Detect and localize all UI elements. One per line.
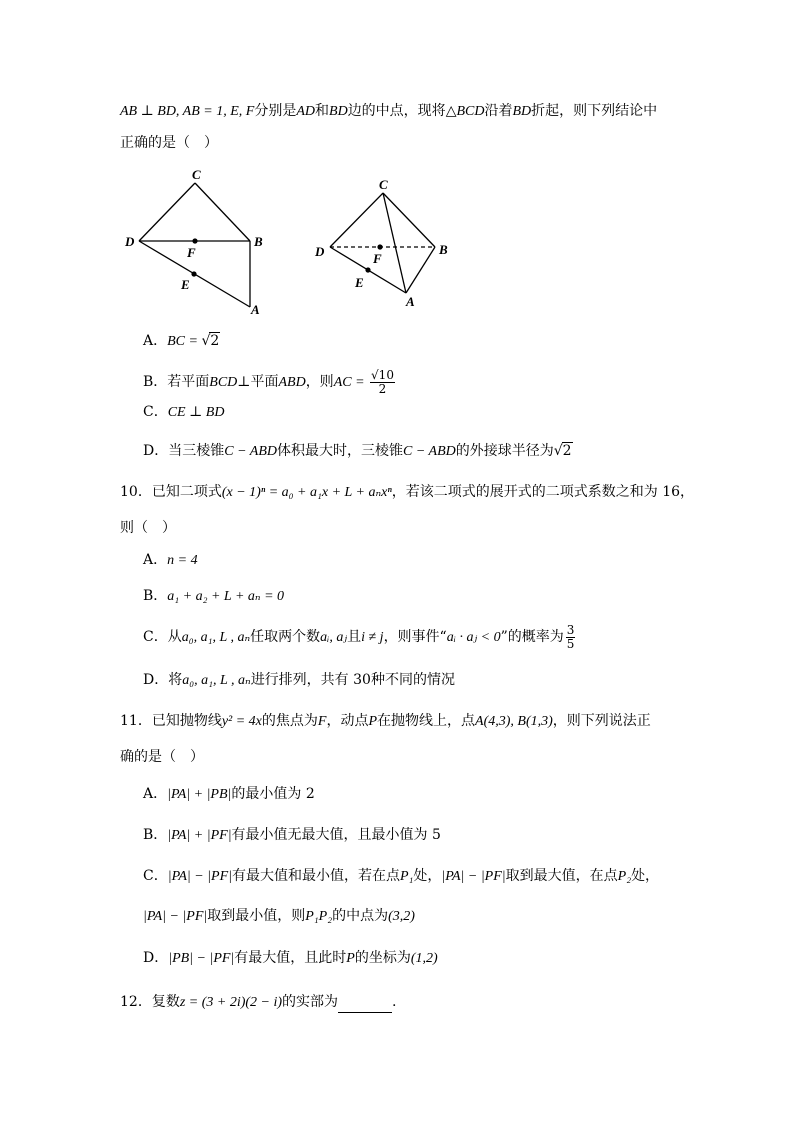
q9-stem-line2: 正确的是（ ）	[120, 135, 218, 151]
q9-figure	[115, 165, 465, 325]
label-a-flat: A	[251, 302, 260, 317]
q11-stem-line1: 11．已知抛物线y² = 4x的焦点为F，动点P在抛物线上，点A(4,3), B(1,3)，则下列说法正	[120, 713, 651, 729]
q9-option-d: D．当三棱锥C − ABD体积最大时，三棱锥C − ABD的外接球半径为√2	[143, 443, 572, 459]
label-e-folded: E	[355, 275, 364, 290]
point-f-flat	[192, 238, 197, 243]
label-b-flat: B	[254, 234, 263, 249]
q9-option-a: A．BC = √2	[143, 333, 220, 349]
q9-option-c: C．CE ⊥ BD	[143, 404, 225, 420]
answer-blank[interactable]	[338, 998, 392, 1013]
q10-option-b: B．a₁ + a₂ + L + aₙ = 0	[143, 588, 285, 604]
label-a-folded: A	[406, 294, 415, 309]
label-c-flat: C	[192, 167, 201, 182]
q10-option-a: A．n = 4	[143, 552, 198, 568]
point-e-flat	[191, 271, 196, 276]
q11-option-d: D．|PB| − |PF|有最大值，且此时P的坐标为(1,2)	[143, 950, 438, 966]
q11-stem-line2: 确的是（ ）	[120, 749, 204, 765]
label-c-folded: C	[379, 177, 388, 192]
q10-option-d: D．将a₀, a₁, L , aₙ进行排列，共有 30种不同的情况	[143, 672, 455, 688]
label-d-folded: D	[315, 244, 325, 259]
point-e-folded	[365, 267, 370, 272]
point-f-folded	[377, 244, 382, 249]
q11-option-a: A．|PA| + |PB|的最小值为 2	[143, 786, 315, 802]
q11-option-c-line2: |PA| − |PF|取到最小值，则P₁P₂的中点为(3,2)	[143, 908, 415, 924]
q10-option-c: C．从a₀, a₁, L , aₙ任取两个数aᵢ, aⱼ且i ≠ j，则事件“aᵢ · aⱼ < 0”的概率为 $\frac{3}{5}$	[143, 622, 575, 651]
q12-stem: 12．复数z = (3 + 2i)(2 − i)的实部为 .	[120, 992, 397, 1013]
q11-option-b: B．|PA| + |PF|有最小值无最大值，且最小值为 5	[143, 827, 441, 843]
label-b-folded: B	[439, 242, 448, 257]
folded-figure	[330, 193, 435, 293]
q10-stem-line2: 则（ ）	[120, 520, 176, 536]
label-f-flat: F	[187, 245, 196, 260]
q10-stem-line1: 10．已知二项式(x − 1)ⁿ = a₀ + a₁x + L + aₙxⁿ，若该二项式的展开式的二项式系数之和为 16，	[120, 484, 695, 500]
label-e-flat: E	[181, 277, 190, 292]
label-d-flat: D	[125, 234, 135, 249]
q9-option-b: B．若平面BCD⊥平面ABD，则AC = $\frac{√10}{2}$	[143, 367, 394, 396]
q11-option-c: C．|PA| − |PF|有最大值和最小值，若在点P₁处，|PA| − |PF|取到最大值，在点P₂处，	[143, 868, 660, 884]
q9-stem-line1: AB ⊥ BD, AB = 1, E, F分别是AD和BD边的中点，现将△BCD沿着BD折起，则下列结论中	[120, 103, 658, 119]
label-f-folded: F	[373, 251, 382, 266]
